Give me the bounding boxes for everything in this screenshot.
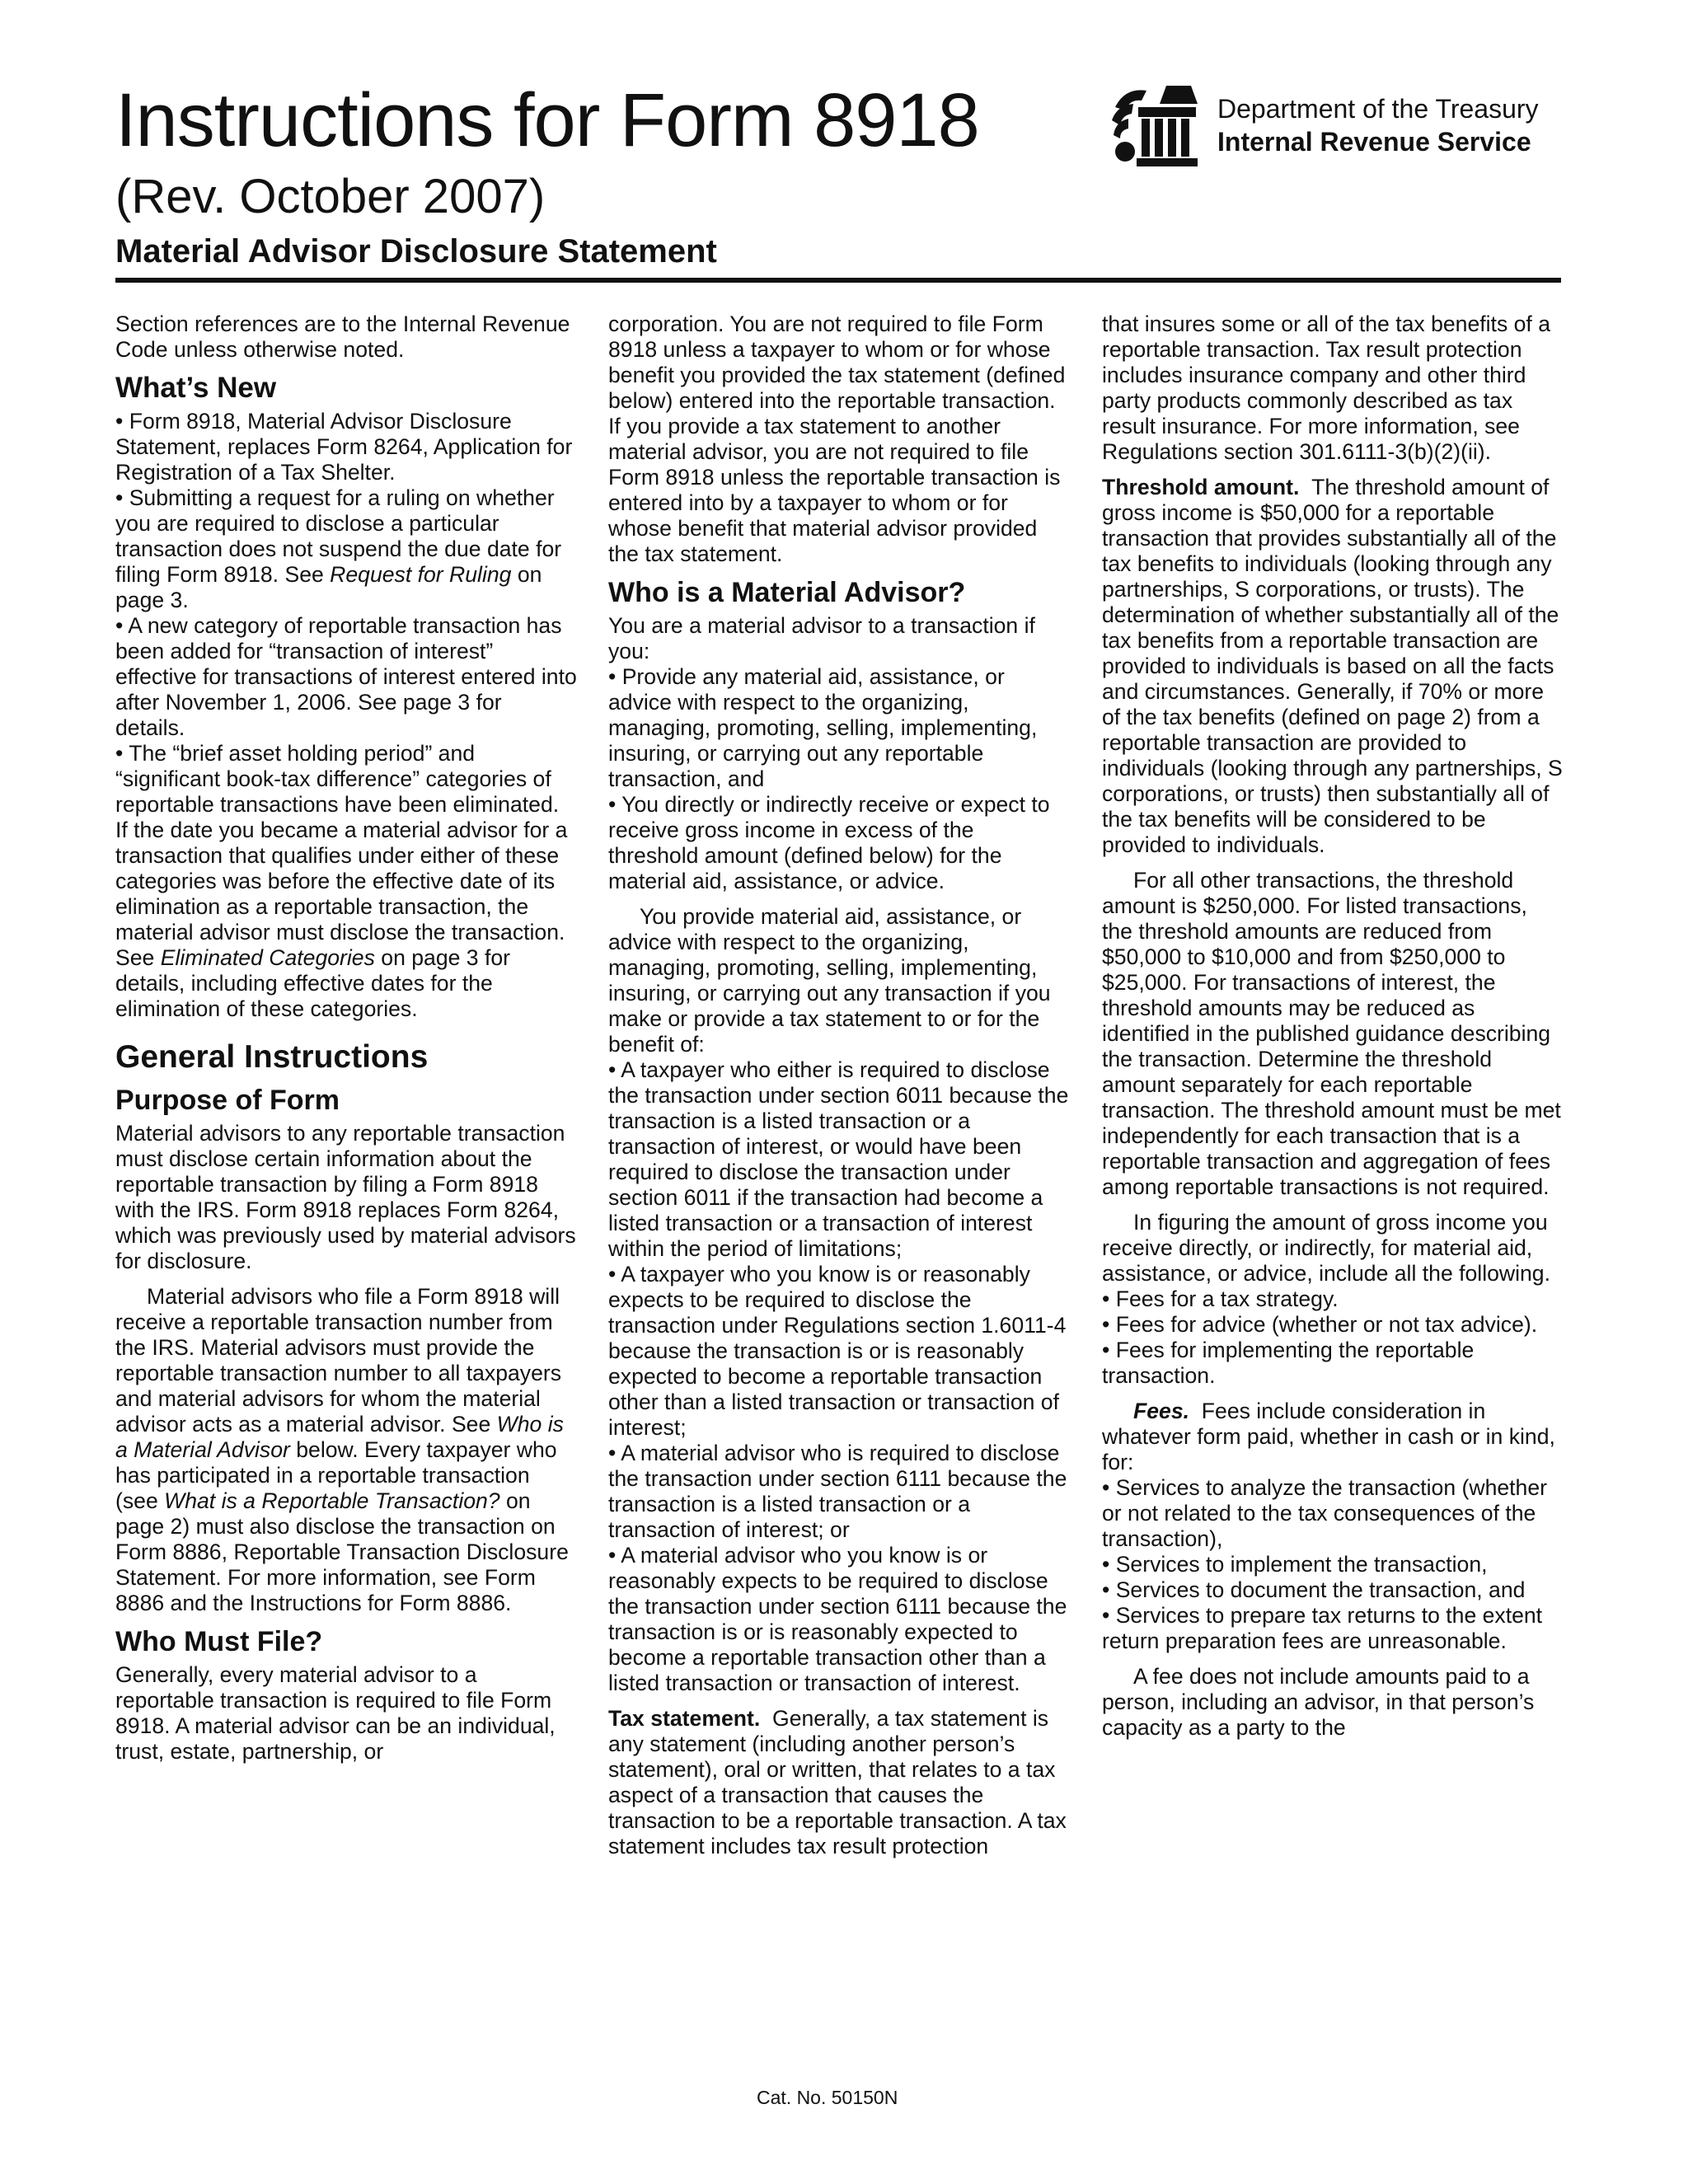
purpose-paragraph: Material advisors to any reportable transaction must disclose certain information about the reportable transaction by filing a Form 8918 with the IRS. Form 8918 replaces Form 8264, which was previously used by material advisors for disclosure. [115,1121,576,1273]
list-item: • The “brief asset holding period” and “significant book-tax difference” categories of reportable transactions have been eliminated. If the date you became a material advisor for a transaction that qualifies under either of these categories was before the effective date of its elimination as a reportable transaction, the material advisor must disclose the transaction. See Eliminated Categories on page 3 for details, including effective dates for the elimination of these categories. [115,741,568,1021]
list-item: • Form 8918, Material Advisor Disclosure Statement, replaces Form 8264, Application for Registration of a Tax Shelter. [115,409,573,485]
fees-paragraph: Fees. Fees include consideration in whatever form paid, whether in cash or in kind, for: [1102,1399,1555,1474]
cross-reference: Who is a Material Advisor [115,1412,564,1462]
list-item: • A taxpayer who you know is or reasonably expects to be required to disclose the transaction under Regulations section 1.6011-4 because the transaction is or is reasonably expected to become a reportable transaction other than a listed transaction or transaction of interest; [608,1262,1067,1440]
purpose-heading: Purpose of Form [115,1085,340,1116]
revision-date: (Rev. October 2007) [115,170,546,223]
whats-new-heading: What’s New [115,372,277,404]
column-3 [1102,312,1564,1750]
run-in-heading: Tax statement. [608,1706,761,1731]
list-item: • Provide any material aid, assistance, or advice with respect to the organizing, managing, promoting, selling, implementing, insuring, or carrying out any reportable transaction, and [608,664,1038,791]
run-in-heading: Fees. [1133,1399,1190,1423]
who-must-file-paragraph: Generally, every material advisor to a reportable transaction is required to file Form 8918. A material advisor can be an individual, trust, estate, partnership, or [115,1662,556,1764]
paragraph: corporation. You are not required to file Form 8918 unless a taxpayer to whom or for whose benefit you provided the tax statement (defined below) entered into the reportable transaction. If you provide a tax statement to another material advisor, you are not required to file Form 8918 unless the reportable transaction is entered into by a taxpayer to whom or for whose benefit that material advisor provided the tax statement. [608,312,1066,566]
paragraph: that insures some or all of the tax benefits of a reportable transaction. Tax result protection includes insurance company and other third party products commonly described as tax result insurance. For more information, see Regulations section 301.6111-3(b)(2)(ii). [1102,312,1550,464]
who-is-material-advisor-heading: Who is a Material Advisor? [608,577,966,608]
paragraph: For all other transactions, the threshold amount is $250,000. For listed transactions, the threshold amounts are reduced from $50,000 to $10,000 and from $250,000 to $25,000. For transactions of interest, the threshold amounts may be reduced as identified in the published guidance describing the transaction. Determine the threshold amount separately for each reportable transaction. The threshold amount must be met independently for each transaction that is a reportable transaction and aggregation of fees among reportable transactions is not required. [1102,868,1561,1199]
department-line: Department of the Treasury [1217,94,1539,124]
column-2 [608,312,1070,1869]
list-item: • Services to prepare tax returns to the extent return preparation fees are unreasonable. [1102,1603,1543,1653]
cross-reference: Eliminated Categories [160,945,375,970]
column-1 [115,312,577,1774]
cross-reference: Request for Ruling [330,562,512,587]
intro-paragraph: Section references are to the Internal Revenue Code unless otherwise noted. [115,312,570,362]
list-item: • A material advisor who you know is or reasonably expects to be required to disclose the transaction under section 6111 because the transaction is or is reasonably expected to become a reportable transaction other than a listed transaction or transaction of interest. [608,1543,1067,1695]
list-item: • Fees for implementing the reportable transaction. [1102,1338,1475,1388]
list-item: • Services to implement the transaction, [1102,1552,1488,1577]
list-item: • Submitting a request for a ruling on whether you are required to disclose a particular transaction does not suspend the due date for filing Form 8918. See Request for Ruling on page 3. [115,485,562,612]
header-rule [115,278,1561,283]
purpose-paragraph-2: Material advisors who file a Form 8918 will receive a reportable transaction number from the IRS. Material advisors must provide the reportable transaction number to all taxpayers and material advisors for whom the material advisor acts as a material advisor. See Who is a Material Advisor below. Every taxpayer who has participated in a reportable transaction (see What is a Reportable Transaction? on page 2) must also disclose the transaction on Form 8886, Reportable Transaction Disclosure Statement. For more information, see Form 8886 and the Instructions for Form 8886. [115,1284,569,1615]
document-title: Instructions for Form 8918 [115,78,979,162]
list-item: • You directly or indirectly receive or expect to receive gross income in excess of the threshold amount (defined below) for the material aid, assistance, or advice. [608,792,1050,893]
list-item: • A material advisor who is required to disclose the transaction under section 6111 because the transaction is a listed transaction or a transaction of interest; or [608,1441,1067,1542]
list-item: • Services to analyze the transaction (whether or not related to the tax consequences of the transaction), [1102,1475,1547,1551]
cross-reference: What is a Reportable Transaction? [164,1488,500,1513]
list-item: • Services to document the transaction, and [1102,1577,1526,1602]
paragraph: You provide material aid, assistance, or advice with respect to the organizing, managing, promoting, selling, implementing, insuring, or carrying out any transaction if you make or provide a tax statement to or for the benefit of: [608,904,1051,1057]
irs-line: Internal Revenue Service [1217,127,1531,157]
form-subtitle: Material Advisor Disclosure Statement [115,233,717,269]
list-item: • Fees for a tax strategy. [1102,1286,1339,1311]
paragraph: You are a material advisor to a transaction if you: [608,613,1035,663]
tax-statement-paragraph: Tax statement. Generally, a tax statement is any statement (including another person’s statement), oral or written, that relates to a tax aspect of a transaction that causes the transaction to be a reportable transaction. A tax statement includes tax result protection [608,1706,1067,1858]
catalog-number: Cat. No. 50150N [757,2087,898,2108]
who-must-file-heading: Who Must File? [115,1626,323,1657]
irs-eagle-logo-icon [1109,82,1207,173]
general-instructions-heading: General Instructions [115,1039,429,1075]
list-item: • A taxpayer who either is required to disclose the transaction under section 6011 because the transaction is a listed transaction or a transaction of interest, or would have been required to disclose the transaction under section 6011 if the transaction had become a listed transaction or a transaction of interest within the period of limitations; [608,1057,1069,1261]
paragraph: A fee does not include amounts paid to a person, including an advisor, in that person’s capacity as a party to the [1102,1664,1535,1740]
run-in-heading: Threshold amount. [1102,475,1300,499]
agency-name [1217,92,1539,158]
list-item: • A new category of reportable transaction has been added for “transaction of interest” effective for transactions of interest entered into after November 1, 2006. See page 3 for details. [115,613,577,740]
threshold-paragraph: Threshold amount. The threshold amount of gross income is $50,000 for a reportable transaction that provides substantially all of the tax benefits to individuals (looking through any partnerships, S corporations, or trusts). The determination of whether substantially all of the tax benefits from a reportable transaction are provided to individuals is based on all the facts and circumstances. Generally, if 70% or more of the tax benefits (defined on page 2) from a reportable transaction are provided to individuals (looking through any partnerships, S corporations, or trusts) then substantially all of the tax benefits will be considered to be provided to individuals. [1102,475,1563,857]
paragraph: In figuring the amount of gross income you receive directly, or indirectly, for material aid, assistance, or advice, include all the following. [1102,1210,1550,1286]
list-item: • Fees for advice (whether or not tax advice). [1102,1312,1538,1337]
